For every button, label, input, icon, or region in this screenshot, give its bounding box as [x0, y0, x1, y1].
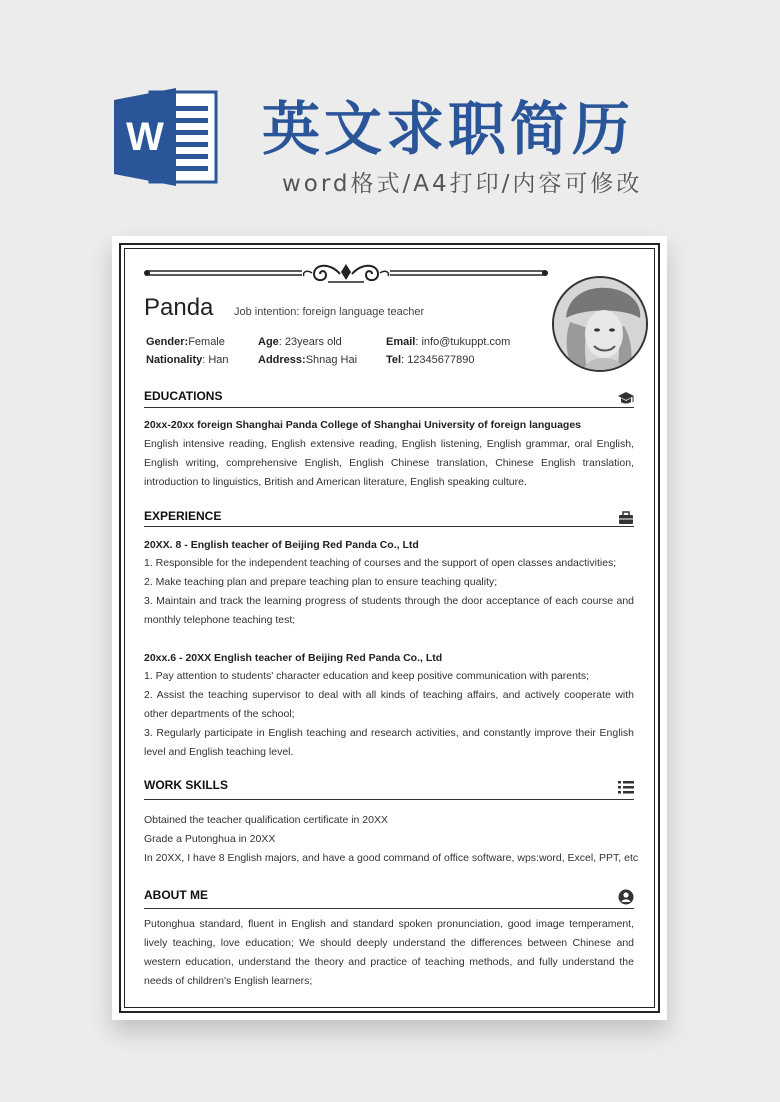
job-duty: 2. Make teaching plan and prepare teaching plan to ensure teaching quality; — [144, 576, 498, 588]
about-title: ABOUT ME — [144, 888, 208, 902]
skill-line: Grade a Putonghua in 20XX — [144, 833, 276, 845]
job-duty: 2. Assist the teaching supervisor to deal with all kinds of teaching affairs, and actively cooperate with — [144, 689, 634, 701]
job-heading: 20XX. 8 - English teacher of Beijing Red Panda Co., Ltd — [144, 539, 419, 551]
banner-subtitle: word格式/A4打印/内容可修改 — [282, 171, 643, 197]
svg-text:W: W — [126, 115, 164, 159]
nationality-label: Nationality — [146, 354, 203, 366]
list-icon — [618, 779, 634, 795]
address-label: Address: — [258, 354, 306, 366]
gender-value: Female — [188, 336, 225, 348]
briefcase-icon — [618, 510, 634, 526]
about-divider — [144, 908, 634, 909]
candidate-name: Panda — [144, 294, 214, 321]
age-field — [258, 336, 342, 348]
about-line: lively teaching, love education; We should deeply understand the differences between Chinese and — [144, 937, 634, 949]
skills-title: WORK SKILLS — [144, 778, 228, 792]
job-duty: 3. Regularly participate in English teaching and research activities, and constantly improve their English — [144, 727, 634, 739]
tel-label: Tel — [386, 354, 402, 366]
education-line: English writing, comprehensive English, English Chinese translation, Chinese English translation, — [144, 457, 634, 469]
profile-photo — [552, 276, 648, 372]
educations-title: EDUCATIONS — [144, 389, 223, 403]
job-duty: monthly telephone teaching test; — [144, 614, 296, 626]
gender-label: Gender: — [146, 336, 189, 348]
job-intention: Job intention: foreign language teacher — [234, 306, 425, 318]
address-field — [258, 354, 357, 366]
job-duty: 3. Maintain and track the learning progress of students through the door acceptance of each course and — [144, 595, 634, 607]
experience-title: EXPERIENCE — [144, 509, 222, 523]
about-line: Putonghua standard, fluent in English and standard spoken pronunciation, good image temperament, — [144, 918, 634, 930]
job-duty: 1. Responsible for the independent teaching of courses and the support of open classes andactivities; — [144, 557, 617, 569]
address-value: Shnag Hai — [305, 354, 358, 366]
user-circle-icon — [618, 889, 634, 905]
about-line: needs of children's English learners; — [144, 975, 313, 987]
job-duty: level and English teaching level. — [144, 746, 294, 758]
skill-line: In 20XX, I have 8 English majors, and have a good command of office software, wps:word, Excel, PPT, etc — [144, 852, 639, 864]
about-line: western education, understand the theory and practice of teaching methods, and fully understand the — [144, 956, 634, 968]
nationality-value: : Han — [202, 354, 229, 366]
education-heading: 20xx-20xx foreign Shanghai Panda College of Shanghai University of foreign languages — [144, 419, 582, 431]
email-value: : info@tukuppt.com — [415, 336, 511, 348]
banner-title: 英文求职简历 — [262, 95, 635, 163]
job-duty: 1. Pay attention to students' character education and keep positive communication with parents; — [144, 670, 590, 682]
banner — [0, 0, 780, 230]
age-value: : 23years old — [278, 336, 342, 348]
experience-divider — [144, 526, 634, 527]
resume-page — [112, 236, 667, 1020]
tel-value: : 12345677890 — [401, 354, 475, 366]
word-logo-icon — [112, 82, 222, 192]
job-duty: other departments of the school; — [144, 708, 295, 720]
email-label: Email — [386, 336, 416, 348]
email-field — [386, 336, 510, 348]
job-heading: 20xx.6 - 20XX English teacher of Beijing Red Panda Co., Ltd — [144, 652, 443, 664]
graduation-cap-icon — [618, 390, 634, 406]
educations-divider — [144, 407, 634, 408]
ornament-divider — [142, 260, 550, 288]
skills-divider — [144, 799, 634, 800]
portrait-image — [554, 278, 648, 372]
tel-field — [386, 354, 475, 366]
gender-field — [146, 336, 225, 348]
nationality-field — [146, 354, 229, 366]
education-line: introduction to linguistics, British and American literature, English speaking culture. — [144, 476, 527, 488]
skill-line: Obtained the teacher qualification certificate in 20XX — [144, 814, 388, 826]
age-label: Age — [258, 336, 279, 348]
education-line: English intensive reading, English extensive reading, English listening, English grammar, oral English, — [144, 438, 634, 450]
